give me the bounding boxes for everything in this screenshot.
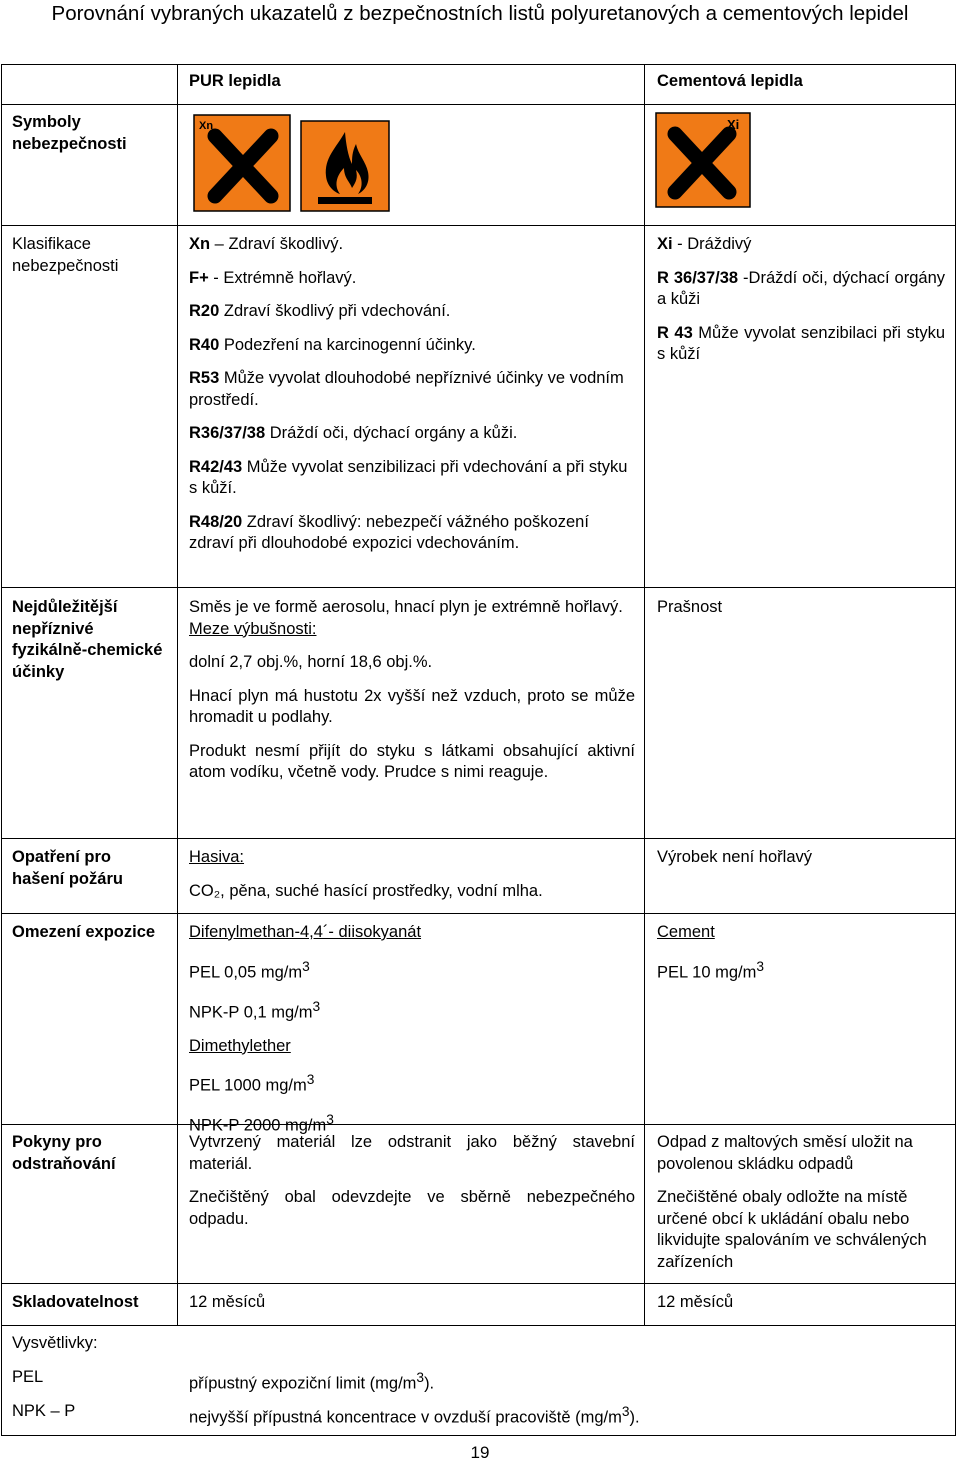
- fire-pur: [189, 847, 635, 914]
- physchem-text: Produkt nesmí přijít do styku s látkami obsahující aktivní atom vodíku, včetně vody. Prudce s nimi reaguje.: [189, 741, 635, 781]
- row-label-exposure: Omezení expozice: [12, 923, 156, 941]
- disposal-text: Znečištěné obaly odložte na místě určené obcí k ukládání obalu nebo likvidujte spalováním ve schválených zařízeních: [657, 1188, 927, 1271]
- substance-name: Dimethylether: [189, 1036, 291, 1055]
- legend-npk-text: nejvyšší přípustná koncentrace v ovzduší pracoviště $(mg/m^3)$.: [189, 1404, 640, 1427]
- legend-npk-abbr: NPK – P: [12, 1402, 76, 1420]
- exposure-pur: [189, 922, 635, 1149]
- extinguishers-heading: Hasiva:: [189, 848, 245, 866]
- table-border-bottom: [1, 1435, 956, 1436]
- physchem-explosion-limits-heading: Meze výbušnosti:: [189, 619, 317, 638]
- irritant-xi-icon: [655, 112, 751, 208]
- disposal-text: Znečištěný obal odevzdejte ve sběrně nebezpečného odpadu.: [189, 1188, 635, 1228]
- row-divider: [1, 225, 956, 226]
- legend-label: Vysvětlivky:: [12, 1334, 98, 1352]
- legend-pel-text: přípustný expoziční limit $(mg/m^3)$.: [189, 1370, 435, 1393]
- classification-item: R36/37/38 Dráždí oči, dýchací orgány a kůži.: [189, 424, 518, 442]
- classification-item: R42/43 Může vyvolat senzibilizaci při vdechování a při styku s kůží.: [189, 457, 628, 497]
- row-label-fire: Opatření pro hašení požáru: [12, 848, 123, 888]
- extinguishers-text: CO₂, pěna, suché hasící prostředky, vodní mlha.: [189, 881, 543, 900]
- row-divider: [1, 104, 956, 105]
- table-border-top: [1, 64, 956, 65]
- row-divider: [1, 1325, 956, 1326]
- classification-cement: [657, 234, 945, 378]
- classification-item: R48/20 Zdraví škodlivý: nebezpečí vážného poškození zdraví při dlouhodobé expozici vdechováním.: [189, 512, 589, 552]
- row-label-physchem: Nejdůležitější nepříznivé fyzikálně-chemické účinky: [12, 598, 163, 681]
- disposal-text: Odpad z maltových směsí uložit na povolenou skládku odpadů: [657, 1133, 913, 1173]
- physchem-pur: [189, 597, 635, 796]
- classification-item: Xi - Dráždivý: [657, 235, 752, 253]
- physchem-text: Směs je ve formě aerosolu, hnací plyn je extrémně hořlavý.: [189, 598, 623, 616]
- row-label-symbols: Symboly nebezpečnosti: [12, 113, 127, 153]
- table-border-right: [955, 64, 956, 1436]
- classification-pur: [189, 234, 635, 567]
- document-title: Porovnání vybraných ukazatelů z bezpečnostních listů polyuretanových a cementových lepidel: [51, 2, 909, 25]
- classification-item: Xn – Zdraví škodlivý.: [189, 235, 344, 253]
- physchem-text: dolní 2,7 obj.%, horní 18,6 obj.%.: [189, 653, 433, 671]
- row-label-disposal: Pokyny pro odstraňování: [12, 1133, 116, 1173]
- exposure-limit: PEL 1000 $mg/m^3$: [189, 1072, 315, 1095]
- column-header-pur: PUR lepidla: [189, 72, 281, 90]
- flammable-icon: [300, 120, 390, 212]
- page-number: 19: [470, 1443, 490, 1462]
- exposure-limit: PEL 0,05 $mg/m^3$: [189, 958, 310, 981]
- storage-pur: 12 měsíců: [189, 1293, 266, 1311]
- substance-name: Difenylmethan-4,4´- diisokyanát: [189, 923, 422, 941]
- column-divider: [177, 64, 178, 1326]
- classification-item: R 43 Může vyvolat senzibilaci při styku s kůží: [657, 323, 945, 363]
- disposal-text: Vytvrzený materiál lze odstranit jako běžný stavební materiál.: [189, 1133, 635, 1173]
- exposure-limit: NPK-P 0,1 $mg/m^3$: [189, 998, 321, 1021]
- exposure-limit: NPK-P 2000 $mg/m^3$: [189, 1112, 334, 1135]
- disposal-pur: [189, 1132, 635, 1242]
- classification-item: R20 Zdraví škodlivý při vdechování.: [189, 302, 451, 320]
- table-border-left: [1, 64, 2, 1436]
- column-divider: [644, 64, 645, 1326]
- classification-item: R40 Podezření na karcinogenní účinky.: [189, 335, 476, 354]
- row-label-classification: Klasifikace nebezpečnosti: [12, 235, 119, 275]
- harmful-xn-icon: [193, 114, 291, 212]
- physchem-cement: Prašnost: [657, 598, 723, 616]
- xi-code-label: Xi: [727, 117, 740, 132]
- physchem-text: Hnací plyn má hustotu 2x vyšší než vzduch, proto se může hromadit u podlahy.: [189, 686, 635, 726]
- exposure-cement: [657, 922, 945, 996]
- column-header-cement: Cementová lepidla: [657, 72, 803, 90]
- storage-cement: 12 měsíců: [657, 1293, 734, 1311]
- exposure-limit: PEL 10 $mg/m^3$: [657, 958, 765, 981]
- substance-name: Cement: [657, 923, 715, 941]
- row-divider: [1, 587, 956, 588]
- row-divider: [1, 838, 956, 839]
- classification-item: R53 Může vyvolat dlouhodobé nepříznivé účinky ve vodním prostředí.: [189, 369, 624, 409]
- fire-cement: Výrobek není hořlavý: [657, 848, 813, 866]
- legend-pel-abbr: PEL: [12, 1368, 44, 1386]
- xn-code-label: Xn: [199, 120, 214, 132]
- classification-item: F+ - Extrémně hořlavý.: [189, 268, 357, 287]
- classification-item: R 36/37/38 -Dráždí oči, dýchací orgány a kůži: [657, 268, 946, 308]
- row-label-storage: Skladovatelnost: [12, 1293, 139, 1311]
- disposal-cement: [657, 1132, 947, 1285]
